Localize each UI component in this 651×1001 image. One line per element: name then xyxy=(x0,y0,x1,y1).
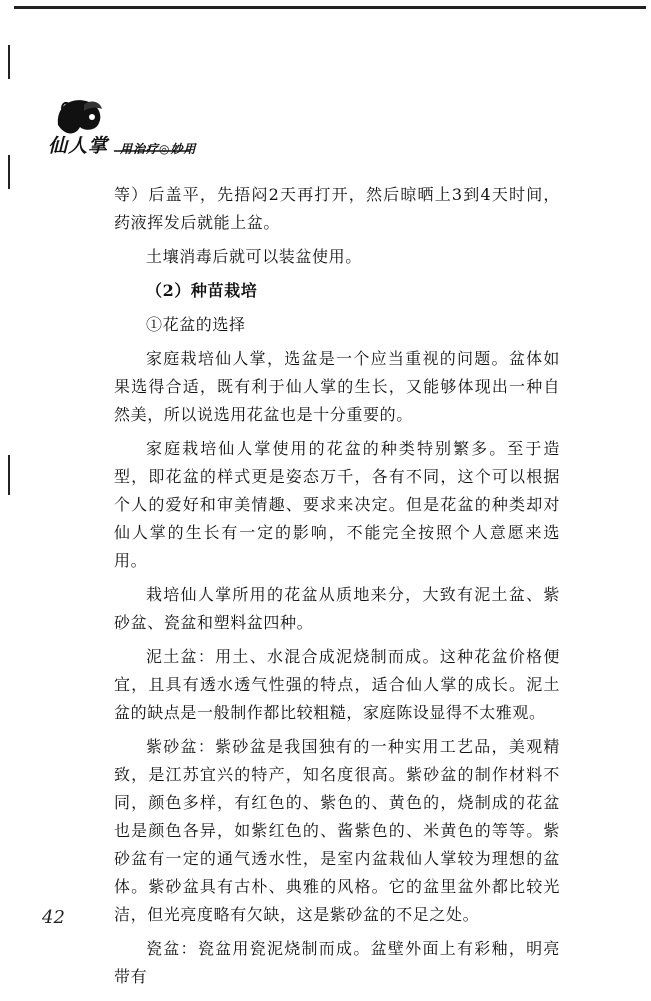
paragraph: 栽培仙人掌所用的花盆从质地来分，大致有泥土盆、紫砂盆、瓷盆和塑料盆四种。 xyxy=(114,585,560,632)
paragraph: 紫砂盆：紫砂盆是我国独有的一种实用工艺品，美观精致，是江苏宜兴的特产，知名度很高。紫砂盆的制作材料不同，颜色多样，有红色的、紫色的、黄色的，烧制成的花盆也是颜色各异，如紫红色的、酱紫色的、米黄色的等等。紫砂盆有一定的通气透水性，是室内盆栽仙人掌较为理想的盆体。紫砂盆具有古朴、典雅的风格。它的盆里盆外都比较光洁，但光亮度略有欠缺，这是紫砂盆的不足之处。 xyxy=(114,737,560,924)
binding-mark xyxy=(8,45,10,79)
header-logo xyxy=(40,95,220,175)
binding-mark xyxy=(8,155,10,189)
paragraph: 家庭栽培仙人掌，选盆是一个应当重视的问题。盆体如果选得合适，既有利于仙人掌的生长，又能够体现出一种自然美，所以说选用花盆也是十分重要的。 xyxy=(114,349,560,424)
header-subtitle: 用治疗◎妙用 xyxy=(120,142,197,156)
paragraph: 泥土盆：用土、水混合成泥烧制而成。这种花盆价格便宜，且具有透水透气性强的特点，适合仙人掌的成长。泥土盆的缺点是一般制作都比较粗糙，家庭陈设显得不太雅观。 xyxy=(114,647,560,722)
paragraph: 家庭栽培仙人掌使用的花盆的种类特别繁多。至于造型，即花盆的样式更是姿态万千，各有不同，这个可以根据个人的爱好和审美情趣、要求来决定。但是花盆的种类却对仙人掌的生长有一定的影响，不能完全按照个人意愿来选用。 xyxy=(114,439,560,570)
paragraph: 土壤消毒后就可以装盆使用。 xyxy=(146,247,362,266)
section-heading: （2）种苗栽培 xyxy=(146,281,258,300)
top-rule xyxy=(14,6,646,9)
header-title: 仙人掌 xyxy=(48,135,109,157)
body-text xyxy=(114,181,560,991)
binding-mark xyxy=(8,455,10,495)
paragraph: 瓷盆：瓷盆用瓷泥烧制而成。盆壁外面上有彩釉，明亮带有 xyxy=(114,939,560,986)
page-number: 42 xyxy=(42,907,65,928)
paragraph: 等）后盖平，先捂闷2天再打开，然后晾晒上3到4天时间，药液挥发后就能上盆。 xyxy=(114,185,560,232)
subsection-heading: ①花盆的选择 xyxy=(146,315,246,334)
